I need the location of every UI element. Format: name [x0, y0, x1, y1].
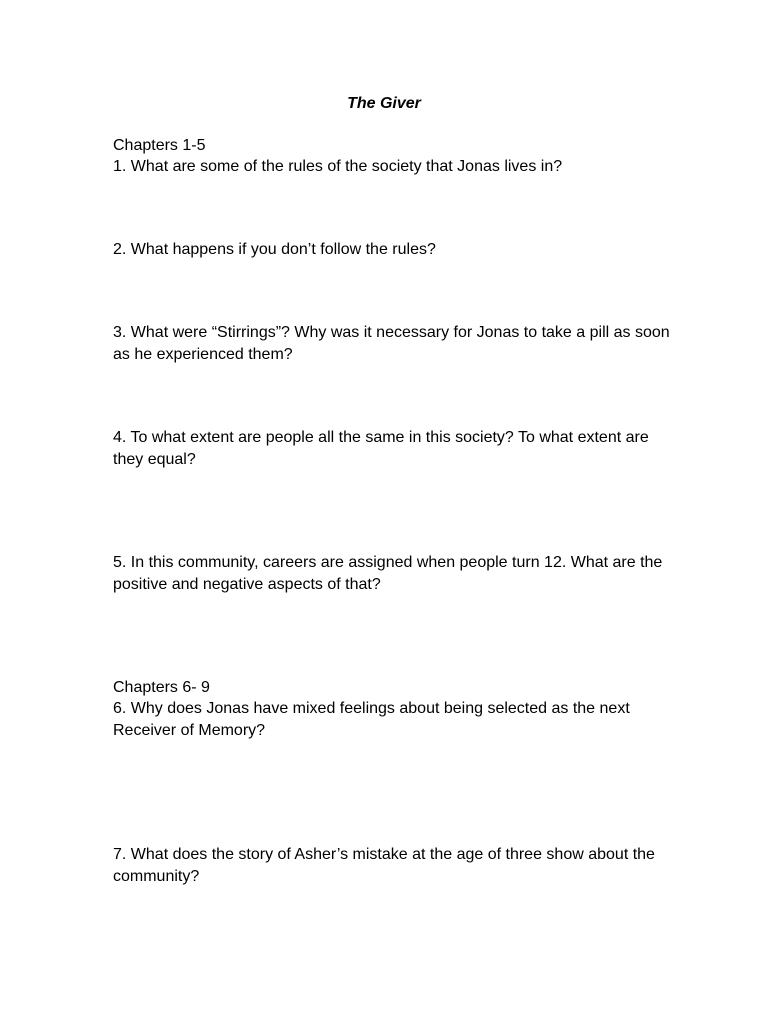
- question-5: 5. In this community, careers are assigned when people turn 12. What are the positive and negative aspects of that?: [113, 554, 663, 593]
- section-heading-chapters-6-9: Chapters 6- 9: [113, 679, 210, 696]
- question-7: 7. What does the story of Asher’s mistake at the age of three show about the community?: [113, 846, 655, 885]
- section-heading-chapters-1-5: Chapters 1-5: [113, 137, 206, 154]
- question-1: 1. What are some of the rules of the society that Jonas lives in?: [113, 158, 563, 175]
- question-4: 4. To what extent are people all the same in this society? To what extent are they equal?: [113, 429, 649, 468]
- question-2: 2. What happens if you don’t follow the rules?: [113, 241, 436, 258]
- document-title: The Giver: [347, 95, 421, 112]
- question-6: 6. Why does Jonas have mixed feelings about being selected as the next Receiver of Memory?: [113, 700, 630, 739]
- question-3: 3. What were “Stirrings”? Why was it necessary for Jonas to take a pill as soon as he experienced them?: [113, 324, 670, 363]
